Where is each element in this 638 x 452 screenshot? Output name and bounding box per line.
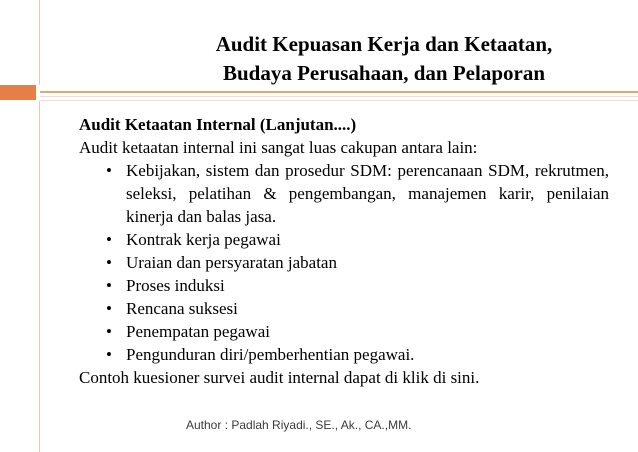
decor-line	[40, 96, 638, 97]
slide-title	[150, 30, 618, 88]
accent-square	[0, 85, 36, 100]
list-item: • Pengunduran diri/pemberhentian pegawai.	[105, 343, 609, 366]
intro-text: Audit ketaatan internal ini sangat luas cakupan antara lain:	[79, 138, 478, 157]
closing-link-text[interactable]: Contoh kuesioner survei audit internal dapat di klik di sini.	[79, 368, 480, 387]
title-line-2: Budaya Perusahaan, dan Pelaporan	[222, 61, 546, 85]
list-item: • Kebijakan, sistem dan prosedur SDM: perencanaan SDM, rekrutmen, seleksi, pelatihan & pengembangan, manajemen karir, penilaian kinerja dan balas jasa.	[105, 159, 609, 228]
decor-line	[40, 100, 638, 101]
list-item: • Penempatan pegawai	[105, 320, 609, 343]
list-item: • Uraian dan persyaratan jabatan	[105, 251, 609, 274]
title-line-1: Audit Kepuasan Kerja dan Ketaatan,	[215, 32, 553, 56]
slide-body	[79, 113, 609, 389]
list-item: • Proses induksi	[105, 274, 609, 297]
decor-vertical-line	[39, 101, 40, 452]
list-item: • Kontrak kerja pegawai	[105, 228, 609, 251]
decor-vertical-line	[39, 0, 40, 85]
list-item: • Rencana suksesi	[105, 297, 609, 320]
author-footer: Author : Padlah Riyadi., SE., Ak., CA.,MM.	[186, 418, 412, 432]
bullet-list	[79, 159, 609, 366]
title-divider	[40, 91, 638, 93]
section-heading: Audit Ketaatan Internal (Lanjutan....)	[79, 115, 357, 134]
